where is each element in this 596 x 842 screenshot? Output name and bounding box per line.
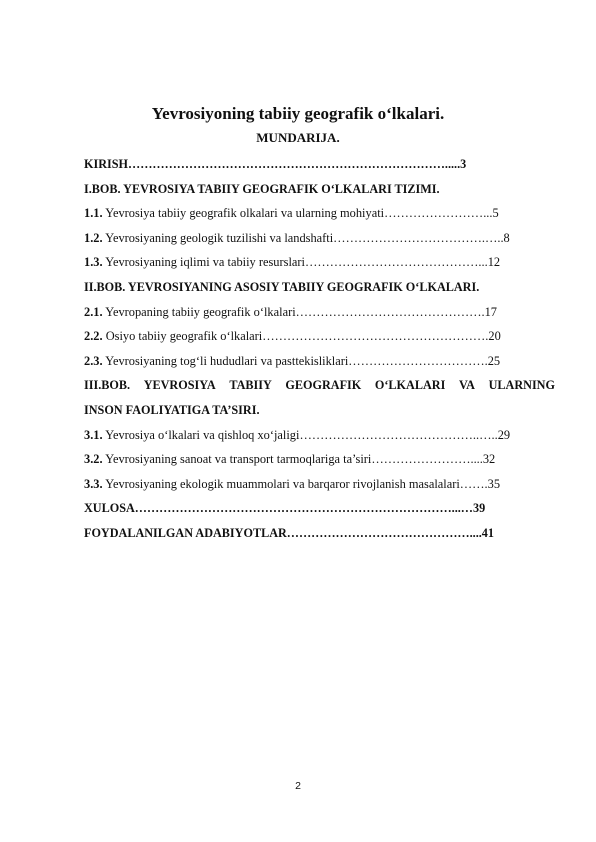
toc-entry-number: 1.1. [84,206,103,221]
toc-chapter-3-line-1[interactable] [84,373,555,398]
toc-entry-3-2[interactable] [84,447,555,472]
toc-entry-text: Yevrosiyaning ekologik muammolari va barqaror rivojlanish masalalari…….35 [102,476,501,491]
document-title: Yevrosiyoning tabiiy geografik o‘lkalari. [151,104,445,123]
toc-entry-text: Osiyo tabiiy geografik o‘lkalari……………………………………………….20 [102,329,501,344]
toc-entry-number: 2.3. [84,353,103,368]
toc-entry-text: Yevropaning tabiiy geografik o‘lkalari……………………………………….17 [102,304,497,319]
toc-entry-text: Yevrosiyaning iqlimi va tabiiy resurslari……………………………………...12 [102,255,501,270]
toc-chapter-3-line-2[interactable]: INSON FAOLIYATIGA TA’SIRI. [84,402,260,417]
toc-entry-kirish[interactable]: KIRISH…………………………………………………………………….....3 [84,157,467,171]
table-of-contents [84,152,555,546]
toc-entry-2-3[interactable] [84,349,555,374]
toc-entry-2-2[interactable] [84,324,555,349]
toc-chapter-3-word: YEVROSIYA [143,378,216,393]
page-number: 2 [295,780,301,792]
toc-entry-1-3[interactable] [84,250,555,275]
toc-entry-adabiyotlar[interactable]: FOYDALANILGAN ADABIYOTLAR………………………………………....41 [84,525,494,540]
toc-entry-number: 2.1. [84,304,103,319]
toc-chapter-2[interactable]: II.BOB. YEVROSIYANING ASOSIY TABIIY GEOGRAFIK O‘LKALARI. [84,279,480,294]
toc-entry-number: 1.3. [84,255,103,270]
toc-entry-text: Yevrosiya o‘lkalari va qishloq xo‘jaligi……………………………………..…..29 [102,427,511,442]
toc-entry-number: 3.3. [84,476,103,491]
toc-entry-3-1[interactable] [84,423,555,448]
toc-entry-1-1[interactable] [84,201,555,226]
toc-heading: MUNDARIJA. [256,130,340,145]
toc-entry-number: 3.2. [84,452,103,467]
toc-chapter-3-word: ULARNING [488,378,555,393]
toc-entry-number: 2.2. [84,329,103,344]
toc-entry-xulosa[interactable]: XULOSA……………………………………………………………………...…39 [84,501,486,516]
toc-chapter-3-word: VA [458,378,475,393]
toc-chapter-3-word: O‘LKALARI [374,378,446,393]
toc-entry-2-1[interactable] [84,300,555,325]
toc-entry-text: Yevrosiyaning tog‘li hududlari va pasttekisliklari…………………………….25 [102,353,501,368]
toc-entry-number: 1.2. [84,230,103,245]
toc-chapter-3-word: III.BOB. [84,378,131,393]
toc-chapter-3-word: GEOGRAFIK [285,378,362,393]
toc-entry-number: 3.1. [84,427,103,442]
toc-entry-text: Yevrosiyaning sanoat va transport tarmoqlariga ta’siri……………………....32 [102,452,496,467]
toc-entry-1-2[interactable] [84,226,555,251]
toc-entry-3-3[interactable] [84,472,555,497]
toc-chapter-3-word: TABIIY [229,378,272,393]
toc-chapter-1[interactable]: I.BOB. YEVROSIYA TABIIY GEOGRAFIK O‘LKALARI TIZIMI. [84,181,440,196]
toc-entry-text: Yevrosiya tabiiy geografik olkalari va ularning mohiyati……………………...5 [102,206,499,221]
toc-entry-text: Yevrosiyaning geologik tuzilishi va landshafti……………………………….…..8 [102,230,510,245]
